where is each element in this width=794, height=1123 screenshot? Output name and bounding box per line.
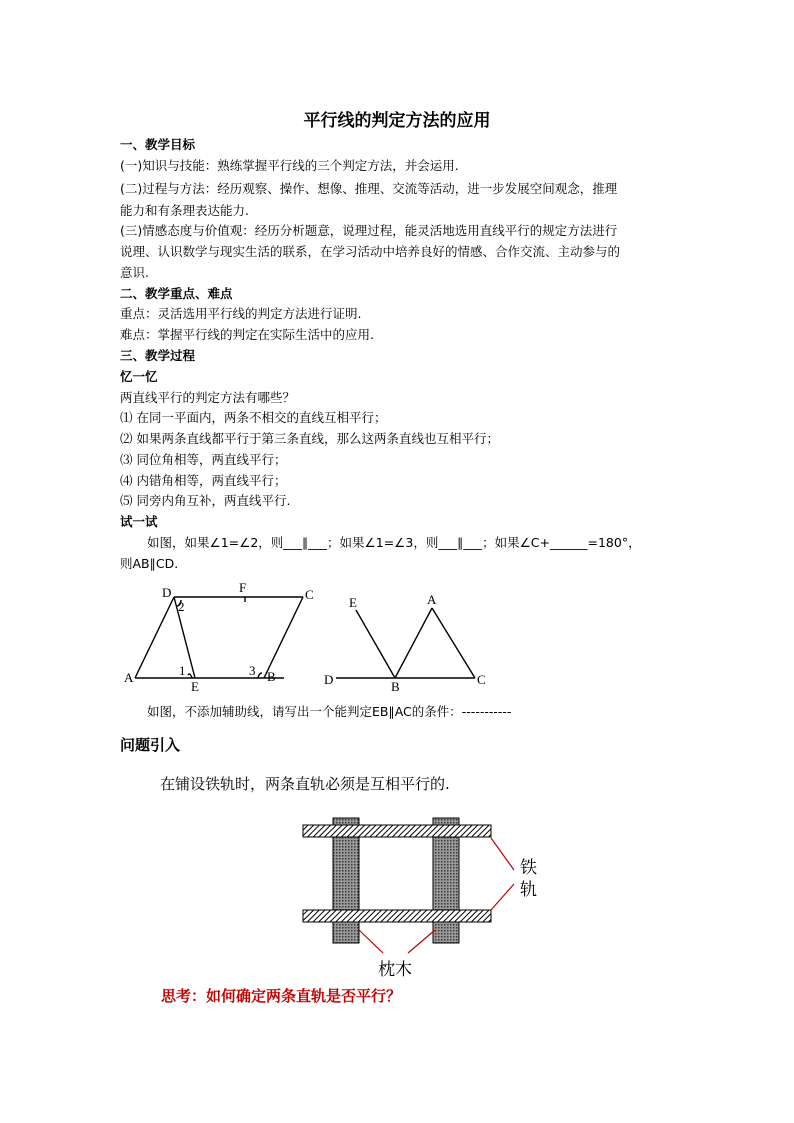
section-heading-goals: 一、教学目标 bbox=[120, 137, 196, 152]
goal-knowledge: (一)知识与技能：熟练掌握平行线的三个判定方法，并会运用. bbox=[120, 158, 459, 173]
label-2: 2 bbox=[178, 599, 185, 614]
list-item: ⑶ 同位角相等，两直线平行； bbox=[120, 452, 287, 467]
label-E: E bbox=[191, 679, 199, 694]
rail-top bbox=[303, 825, 491, 837]
rail-bottom bbox=[303, 910, 491, 922]
section-heading-keypoints: 二、教学重点、难点 bbox=[120, 286, 233, 301]
try-question-1-cont: 则AB∥CD. bbox=[120, 556, 179, 571]
recall-question: 两直线平行的判定方法有哪些？ bbox=[120, 390, 296, 405]
label-A: A bbox=[124, 670, 134, 685]
label-B2: B bbox=[391, 679, 400, 694]
try-heading: 试一试 bbox=[120, 514, 158, 529]
goal-attitude-2: 说理、认识数学与现实生活的联系，在学习活动中培养良好的情感、合作交流、主动参与的 bbox=[120, 244, 621, 259]
try-question-1: 如图，如果∠1=∠2，则___∥___；如果∠1=∠3，则___∥___；如果∠C+______=180°， bbox=[147, 535, 641, 550]
goal-process-2: 能力和有条理表达能力. bbox=[120, 203, 249, 218]
rail-label-top: 铁 bbox=[520, 858, 537, 878]
page-title: 平行线的判定方法的应用 bbox=[303, 111, 491, 131]
sleeper-label: 枕木 bbox=[378, 960, 412, 980]
list-item: ⑵ 如果两条直线都平行于第三条直线，那么这两条直线也互相平行； bbox=[120, 431, 499, 446]
figure-parallelogram bbox=[135, 597, 303, 678]
label-D: D bbox=[162, 585, 172, 600]
goal-attitude-3: 意识. bbox=[120, 265, 149, 280]
key-point: 重点：灵活选用平行线的判定方法进行证明. bbox=[120, 306, 362, 321]
rail-label-bottom: 轨 bbox=[520, 880, 537, 900]
problem-text: 在铺设铁轨时，两条直轨必须是互相平行的. bbox=[160, 775, 450, 793]
goal-attitude-1: (三)情感态度与价值观：经历分析题意，说理过程，能灵活地选用直线平行的规定方法进行 bbox=[120, 223, 618, 238]
section-heading-process: 三、教学过程 bbox=[120, 348, 196, 363]
label-C2: C bbox=[477, 672, 486, 687]
list-item: ⑷ 内错角相等，两直线平行； bbox=[120, 473, 287, 488]
problem-heading: 问题引入 bbox=[120, 736, 181, 754]
label-D2: D bbox=[324, 672, 334, 687]
geometry-figures bbox=[0, 578, 794, 708]
label-3: 3 bbox=[249, 663, 256, 678]
label-1: 1 bbox=[179, 663, 186, 678]
label-C: C bbox=[305, 587, 314, 602]
list-item: ⑸ 同旁内角互补，两直线平行. bbox=[120, 493, 291, 508]
think-question: 思考：如何确定两条直轨是否平行？ bbox=[161, 987, 402, 1005]
recall-heading: 忆一忆 bbox=[120, 369, 158, 384]
label-E2: E bbox=[349, 595, 357, 610]
label-F: F bbox=[239, 580, 247, 595]
label-A2: A bbox=[427, 592, 437, 607]
list-item: ⑴ 在同一平面内，两条不相交的直线互相平行； bbox=[120, 410, 387, 425]
label-B: B bbox=[267, 669, 276, 684]
goal-process-1: (二)过程与方法：经历观察、操作、想像、推理、交流等活动，进一步发展空间观念，推理 bbox=[120, 181, 618, 196]
figure-triangle bbox=[336, 608, 475, 678]
difficult-point: 难点：掌握平行线的判定在实际生活中的应用. bbox=[120, 327, 374, 342]
try-question-2: 如图，不添加辅助线，请写出一个能判定EB∥AC的条件：----------- bbox=[147, 704, 512, 719]
